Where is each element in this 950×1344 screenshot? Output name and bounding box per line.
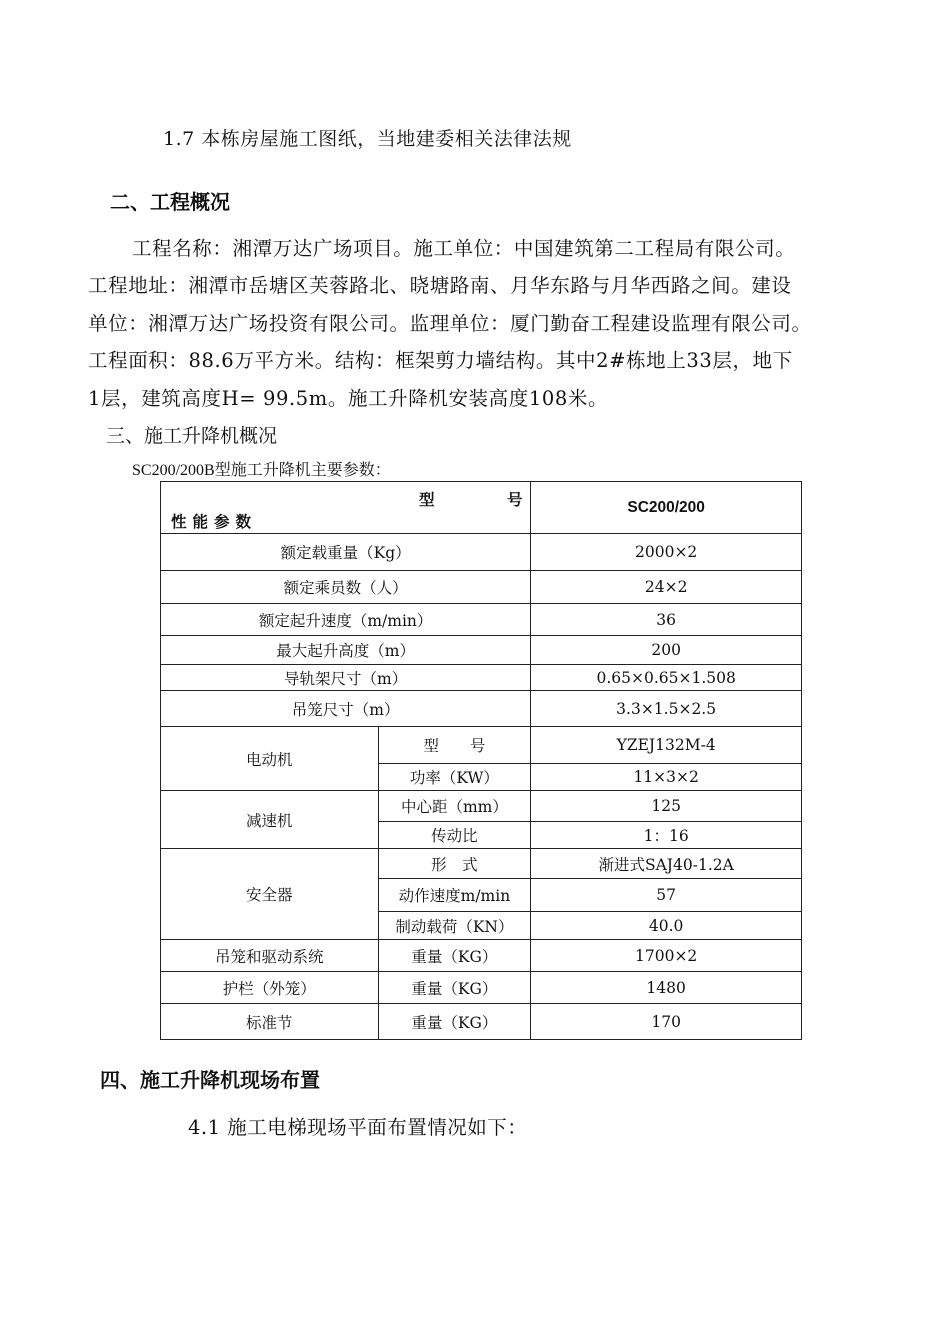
row-param: 功率（KW） bbox=[378, 764, 531, 791]
row-label: 护栏（外笼） bbox=[161, 972, 379, 1004]
table-row bbox=[161, 571, 802, 604]
row-value: 36 bbox=[531, 604, 802, 636]
row-value: 1700×2 bbox=[531, 940, 802, 972]
section-4-1-text: 4.1 施工电梯现场平面布置情况如下： bbox=[188, 1116, 528, 1139]
row-label: 吊笼尺寸（m） bbox=[161, 691, 531, 727]
header-diagonal-cell bbox=[161, 482, 531, 534]
header-num-label: 号 bbox=[507, 491, 523, 509]
table-caption: SC200/200B型施工升降机主要参数： bbox=[132, 462, 391, 479]
row-value: 200 bbox=[531, 636, 802, 665]
row-label: 标准节 bbox=[161, 1004, 379, 1040]
table-row bbox=[161, 1004, 802, 1040]
row-param: 形 式 bbox=[378, 849, 531, 879]
header-model-cell: SC200/200 bbox=[531, 482, 802, 534]
row-param: 动作速度m/min bbox=[378, 879, 531, 912]
row-value: 57 bbox=[531, 879, 802, 912]
reducer-label: 减速机 bbox=[161, 791, 379, 849]
table-row bbox=[161, 604, 802, 636]
motor-label: 电动机 bbox=[161, 727, 379, 791]
row-param: 重量（KG） bbox=[378, 940, 531, 972]
table-row bbox=[161, 727, 802, 764]
row-value: 1：16 bbox=[531, 822, 802, 849]
table-row bbox=[161, 940, 802, 972]
section-1-7-text: 1.7 本栋房屋施工图纸，当地建委相关法律法规 bbox=[163, 128, 572, 150]
row-param: 中心距（mm） bbox=[378, 791, 531, 822]
table-header-row bbox=[161, 482, 802, 534]
section-2-heading: 二、工程概况 bbox=[110, 190, 230, 214]
overview-line-5: 1层，建筑高度H= 99.5m。施工升降机安装高度108米。 bbox=[88, 387, 609, 410]
parameters-table bbox=[160, 481, 802, 1040]
row-label: 导轨架尺寸（m） bbox=[161, 665, 531, 691]
row-value: 40.0 bbox=[531, 912, 802, 940]
overview-line-2: 工程地址：湘潭市岳塘区芙蓉路北、晓塘路南、月华东路与月华西路之间。建设 bbox=[88, 274, 792, 297]
row-value: 0.65×0.65×1.508 bbox=[531, 665, 802, 691]
row-label: 吊笼和驱动系统 bbox=[161, 940, 379, 972]
table-row bbox=[161, 691, 802, 727]
row-label: 最大起升高度（m） bbox=[161, 636, 531, 665]
overview-line-1: 工程名称：湘潭万达广场项目。施工单位：中国建筑第二工程局有限公司。 bbox=[132, 237, 796, 260]
row-value: 1480 bbox=[531, 972, 802, 1004]
row-value: 24×2 bbox=[531, 571, 802, 604]
safety-label: 安全器 bbox=[161, 849, 379, 940]
row-value: 170 bbox=[531, 1004, 802, 1040]
table-row bbox=[161, 791, 802, 822]
header-perf-label: 性能参数 bbox=[171, 513, 258, 531]
table-row bbox=[161, 972, 802, 1004]
table-row bbox=[161, 534, 802, 571]
header-type-label: 型 bbox=[419, 491, 435, 509]
row-param: 传动比 bbox=[378, 822, 531, 849]
row-label: 额定起升速度（m/min） bbox=[161, 604, 531, 636]
row-value: 2000×2 bbox=[531, 534, 802, 571]
row-param: 重量（KG） bbox=[378, 972, 531, 1004]
section-3-heading: 三、施工升降机概况 bbox=[106, 425, 278, 447]
table-row bbox=[161, 636, 802, 665]
overview-line-3: 单位：湘潭万达广场投资有限公司。监理单位：厦门勤奋工程建设监理有限公司。 bbox=[88, 312, 812, 335]
section-4-heading: 四、施工升降机现场布置 bbox=[100, 1068, 320, 1092]
table-row bbox=[161, 849, 802, 879]
row-param: 型 号 bbox=[378, 727, 531, 764]
row-value: YZEJ132M-4 bbox=[531, 727, 802, 764]
row-value: 11×3×2 bbox=[531, 764, 802, 791]
row-value: 3.3×1.5×2.5 bbox=[531, 691, 802, 727]
row-param: 制动载荷（KN） bbox=[378, 912, 531, 940]
row-param: 重量（KG） bbox=[378, 1004, 531, 1040]
row-label: 额定乘员数（人） bbox=[161, 571, 531, 604]
row-label: 额定载重量（Kg） bbox=[161, 534, 531, 571]
overview-line-4: 工程面积：88.6万平方米。结构：框架剪力墙结构。其中2#栋地上33层，地下 bbox=[88, 349, 793, 372]
row-value: 渐进式SAJ40-1.2A bbox=[531, 849, 802, 879]
row-value: 125 bbox=[531, 791, 802, 822]
table-row bbox=[161, 665, 802, 691]
